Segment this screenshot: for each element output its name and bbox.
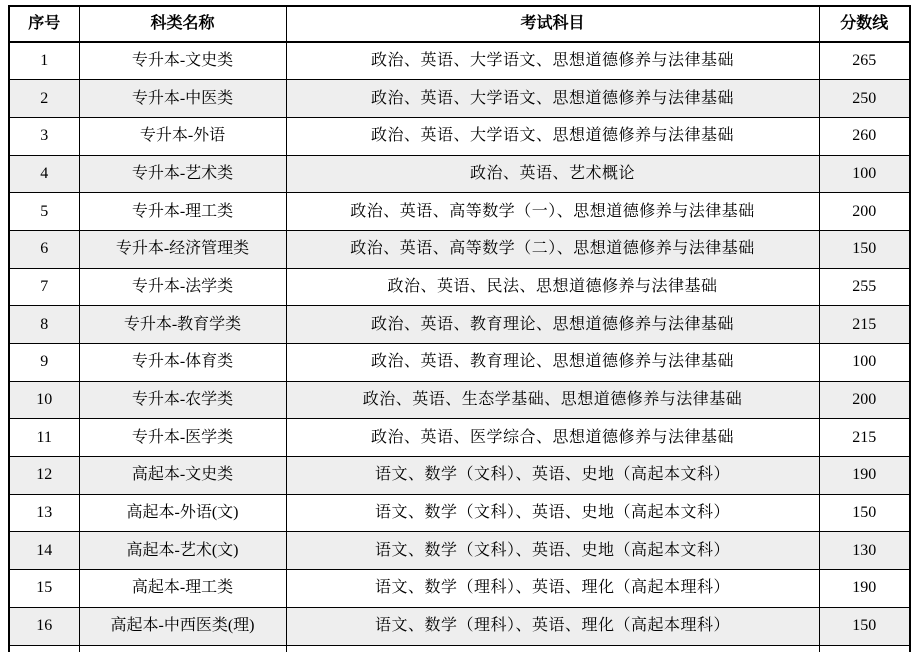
cell-seq: 5 (9, 193, 79, 231)
score-table (8, 5, 911, 652)
cell-score (819, 645, 910, 652)
cell-seq: 16 (9, 607, 79, 645)
cell-category: 高起本-中西医类(理) (79, 607, 286, 645)
header-seq: 序号 (9, 6, 79, 42)
cell-seq: 4 (9, 155, 79, 193)
cell-score: 200 (819, 193, 910, 231)
cell-category: 专升本-医学类 (79, 419, 286, 457)
cell-seq: 8 (9, 306, 79, 344)
cell-subjects: 政治、英语、艺术概论 (286, 155, 819, 193)
table-row (9, 457, 910, 495)
table-row (9, 532, 910, 570)
cell-score: 130 (819, 532, 910, 570)
cell-seq: 14 (9, 532, 79, 570)
cell-seq: 11 (9, 419, 79, 457)
cell-score: 260 (819, 117, 910, 155)
cell-category: 专升本-农学类 (79, 381, 286, 419)
cell-seq: 6 (9, 230, 79, 268)
cell-score: 190 (819, 457, 910, 495)
table-row (9, 306, 910, 344)
cell-subjects: 政治、英语、教育理论、思想道德修养与法律基础 (286, 344, 819, 382)
table-row (9, 268, 910, 306)
cell-score: 190 (819, 570, 910, 608)
cell-category: 专升本-经济管理类 (79, 230, 286, 268)
cell-category: 高起本-文史类 (79, 457, 286, 495)
cell-score: 200 (819, 381, 910, 419)
cell-score: 150 (819, 230, 910, 268)
table-row (9, 80, 910, 118)
table-row (9, 607, 910, 645)
cell-score: 250 (819, 80, 910, 118)
table-row (9, 344, 910, 382)
cell-score: 150 (819, 607, 910, 645)
cell-seq: 9 (9, 344, 79, 382)
cell-subjects: 语文、数学（文科）、英语、史地（高起本文科） (286, 457, 819, 495)
table-row (9, 494, 910, 532)
table-body (9, 42, 910, 652)
cell-category (79, 645, 286, 652)
cell-score: 215 (819, 419, 910, 457)
cell-subjects: 语文、数学（文科）、英语、史地（高起本文科） (286, 532, 819, 570)
cell-subjects: 政治、英语、大学语文、思想道德修养与法律基础 (286, 42, 819, 80)
table-row (9, 155, 910, 193)
table-row (9, 570, 910, 608)
header-subjects: 考试科目 (286, 6, 819, 42)
cell-category: 高起本-理工类 (79, 570, 286, 608)
cell-subjects: 语文、数学（理科）、英语、理化（高起本理科） (286, 570, 819, 608)
cell-seq: 12 (9, 457, 79, 495)
header-row (9, 6, 910, 42)
cell-seq: 2 (9, 80, 79, 118)
cell-score: 100 (819, 344, 910, 382)
cell-subjects: 政治、英语、高等数学（二）、思想道德修养与法律基础 (286, 230, 819, 268)
cell-category: 高起本-艺术(文) (79, 532, 286, 570)
cell-subjects (286, 645, 819, 652)
cell-subjects: 语文、数学（文科）、英语、史地（高起本文科） (286, 494, 819, 532)
cell-subjects: 政治、英语、高等数学（一）、思想道德修养与法律基础 (286, 193, 819, 231)
partial-row (9, 645, 910, 652)
cell-subjects: 政治、英语、生态学基础、思想道德修养与法律基础 (286, 381, 819, 419)
cell-seq: 13 (9, 494, 79, 532)
cell-category: 专升本-外语 (79, 117, 286, 155)
header-category: 科类名称 (79, 6, 286, 42)
cell-score: 100 (819, 155, 910, 193)
cell-subjects: 语文、数学（理科）、英语、理化（高起本理科） (286, 607, 819, 645)
cell-seq: 10 (9, 381, 79, 419)
cell-subjects: 政治、英语、大学语文、思想道德修养与法律基础 (286, 80, 819, 118)
cell-subjects: 政治、英语、医学综合、思想道德修养与法律基础 (286, 419, 819, 457)
table-row (9, 230, 910, 268)
cell-category: 专升本-艺术类 (79, 155, 286, 193)
table-row (9, 193, 910, 231)
table-row (9, 42, 910, 80)
table-row (9, 381, 910, 419)
cell-category: 高起本-外语(文) (79, 494, 286, 532)
cell-seq: 7 (9, 268, 79, 306)
cell-score: 215 (819, 306, 910, 344)
cell-category: 专升本-理工类 (79, 193, 286, 231)
cell-category: 专升本-体育类 (79, 344, 286, 382)
cell-category: 专升本-教育学类 (79, 306, 286, 344)
cell-score: 150 (819, 494, 910, 532)
cell-subjects: 政治、英语、教育理论、思想道德修养与法律基础 (286, 306, 819, 344)
cell-seq (9, 645, 79, 652)
cell-seq: 15 (9, 570, 79, 608)
cell-subjects: 政治、英语、大学语文、思想道德修养与法律基础 (286, 117, 819, 155)
cell-score: 255 (819, 268, 910, 306)
table-row (9, 117, 910, 155)
cell-category: 专升本-法学类 (79, 268, 286, 306)
cell-subjects: 政治、英语、民法、思想道德修养与法律基础 (286, 268, 819, 306)
cell-category: 专升本-中医类 (79, 80, 286, 118)
cell-category: 专升本-文史类 (79, 42, 286, 80)
cell-seq: 1 (9, 42, 79, 80)
table-row (9, 419, 910, 457)
header-score: 分数线 (819, 6, 910, 42)
cell-seq: 3 (9, 117, 79, 155)
cell-score: 265 (819, 42, 910, 80)
